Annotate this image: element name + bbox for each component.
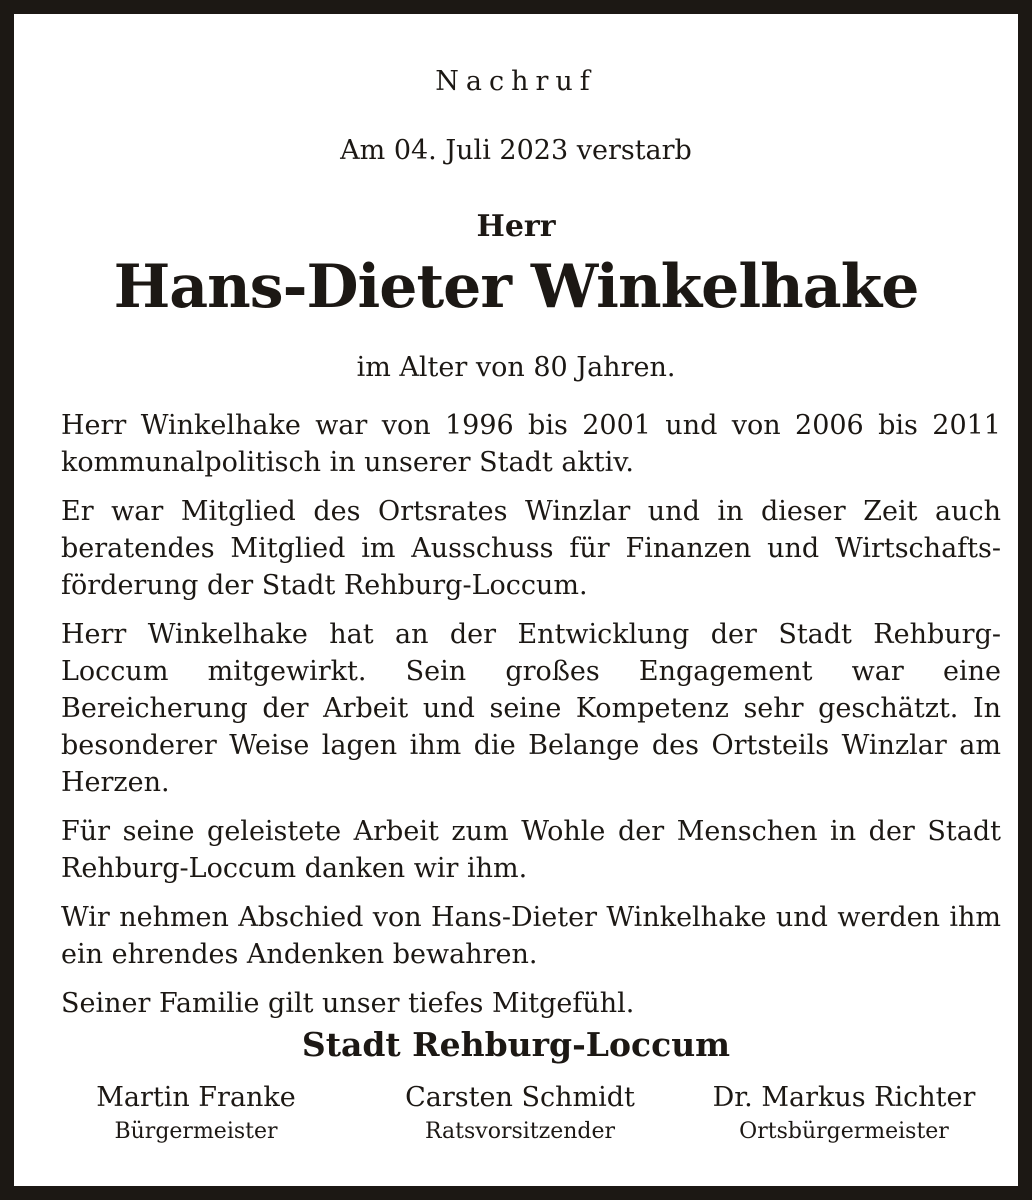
notice-body <box>61 407 1001 1034</box>
signatory-local-mayor <box>684 1081 1004 1149</box>
signatory-role: Ratsvorsitzender <box>424 1119 616 1144</box>
body-paragraph: Herr Winkelhake hat an der Entwicklung der Stadt Rehburg-Loccum mitgewirkt. Sein großes Engagement war eine Bereicherung der Arbeit und seine Kompetenz sehr geschätzt. In besonderer Weise lagen ihm die Belange des Ortsteils Winzlar am Herzen. <box>61 619 1001 798</box>
body-paragraph: Herr Winkelhake war von 1996 bis 2001 und von 2006 bis 2011 kommunalpolitisch in unserer Stadt aktiv. <box>61 410 1001 478</box>
age-line: im Alter von 80 Jahren. <box>356 352 676 383</box>
signatory-name: Martin Franke <box>96 1082 296 1113</box>
honorific: Herr <box>476 209 556 244</box>
notice-heading: Nachruf <box>435 66 597 97</box>
body-paragraph: Er war Mitglied des Ortsrates Winzlar und in dieser Zeit auch beratendes Mitglied im Ausschuss für Finanzen und Wirtschaftsförderung der Stadt Rehburg-Loccum. <box>61 496 1001 601</box>
signatory-name: Carsten Schmidt <box>405 1082 635 1113</box>
signatory-council-chair <box>360 1081 680 1149</box>
signatory-role: Bürgermeister <box>114 1119 278 1144</box>
organization-name: Stadt Rehburg-Loccum <box>301 1025 731 1064</box>
body-paragraph: Wir nehmen Abschied von Hans-Dieter Winkelhake und werden ihm ein ehrendes Andenken bewahren. <box>61 902 1001 970</box>
signatory-role: Ortsbürgermeister <box>739 1119 949 1144</box>
body-paragraph: Für seine geleistete Arbeit zum Wohle der Menschen in der Stadt Rehburg-Loccum danken wir ihm. <box>61 816 1001 884</box>
signatory-mayor <box>36 1081 356 1149</box>
body-paragraph: Seiner Familie gilt unser tiefes Mitgefühl. <box>61 988 635 1019</box>
death-date-line: Am 04. Juli 2023 verstarb <box>340 135 692 166</box>
signatory-name: Dr. Markus Richter <box>712 1082 976 1113</box>
deceased-name: Hans-Dieter Winkelhake <box>113 252 919 322</box>
